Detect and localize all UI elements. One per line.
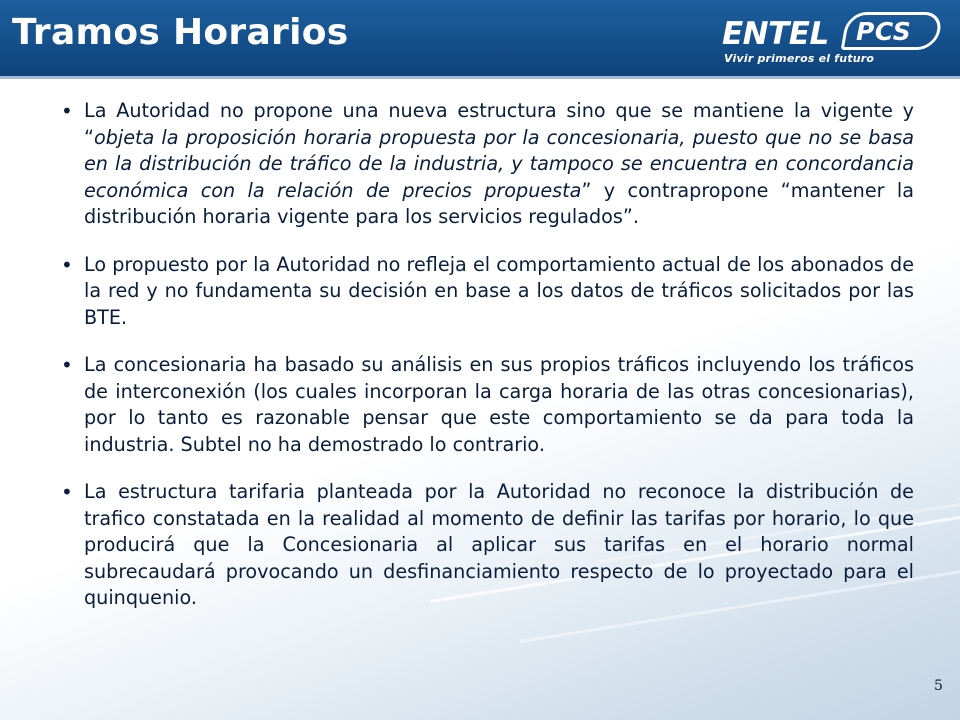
bullet-text-segment: La concesionaria ha basado su análisis en sus propios tráficos incluyendo los tráficos de interconexión (los cuales incorporan la carga horaria de las otras concesionarias), por lo tanto es razonable pensar que este comportamiento se da para toda la industria. Subtel no ha demostrado lo contrario. [84, 353, 914, 456]
bullet-item [48, 352, 914, 458]
bullet-dot-icon: • [61, 480, 73, 504]
bullet-item [48, 98, 914, 231]
bullet-text-segment: La Autoridad no propone una nueva estructura sino que se mantiene la vigente y “ [84, 99, 914, 149]
bullet-text [84, 352, 914, 458]
header-divider [0, 76, 960, 79]
bullet-text-segment: ” y contrapropone “mantener la distribución horaria vigente para los servicios regulados”. [84, 178, 914, 228]
bullet-text [84, 98, 914, 231]
bullet-text [84, 252, 914, 332]
slide-title: Tramos Horarios [12, 12, 349, 53]
logo-tagline: Vivir primeros el futuro [724, 52, 875, 65]
bullet-text-segment: Lo propuesto por la Autoridad no refleja el comportamiento actual de los abonados de la red y no fundamenta su decisión en base a los datos de tráficos solicitados por las BTE. [84, 252, 914, 329]
bullet-text [84, 479, 914, 612]
bullet-item [48, 479, 914, 612]
bullet-dot-icon: • [61, 99, 73, 123]
bullet-dot-icon: • [61, 353, 73, 377]
bullet-text-quote: objeta la proposición horaria propuesta por la concesionaria, puesto que no se basa en la distribución de tráfico de la industria, y tampoco se encuentra en concordancia económica con la relación de precios propuesta [84, 125, 914, 202]
bullet-item [48, 252, 914, 332]
logo-brand-suffix: PCS [856, 17, 912, 46]
logo-brand: ENTEL [722, 16, 829, 52]
slide-header [0, 0, 960, 76]
page-number: 5 [934, 678, 943, 694]
bullet-dot-icon: • [61, 252, 73, 277]
bullet-list [48, 98, 914, 633]
bullet-text-segment: La estructura tarifaria planteada por la Autoridad no reconoce la distribución de trafico constatada en la realidad al momento de definir las tarifas por horario, lo que producirá que la Concesionaria al aplicar sus tarifas en el horario normal subrecaudará provocando un desfinanciamiento respecto de lo proyectado para el quinquenio. [84, 480, 914, 609]
entel-pcs-logo [718, 6, 950, 70]
